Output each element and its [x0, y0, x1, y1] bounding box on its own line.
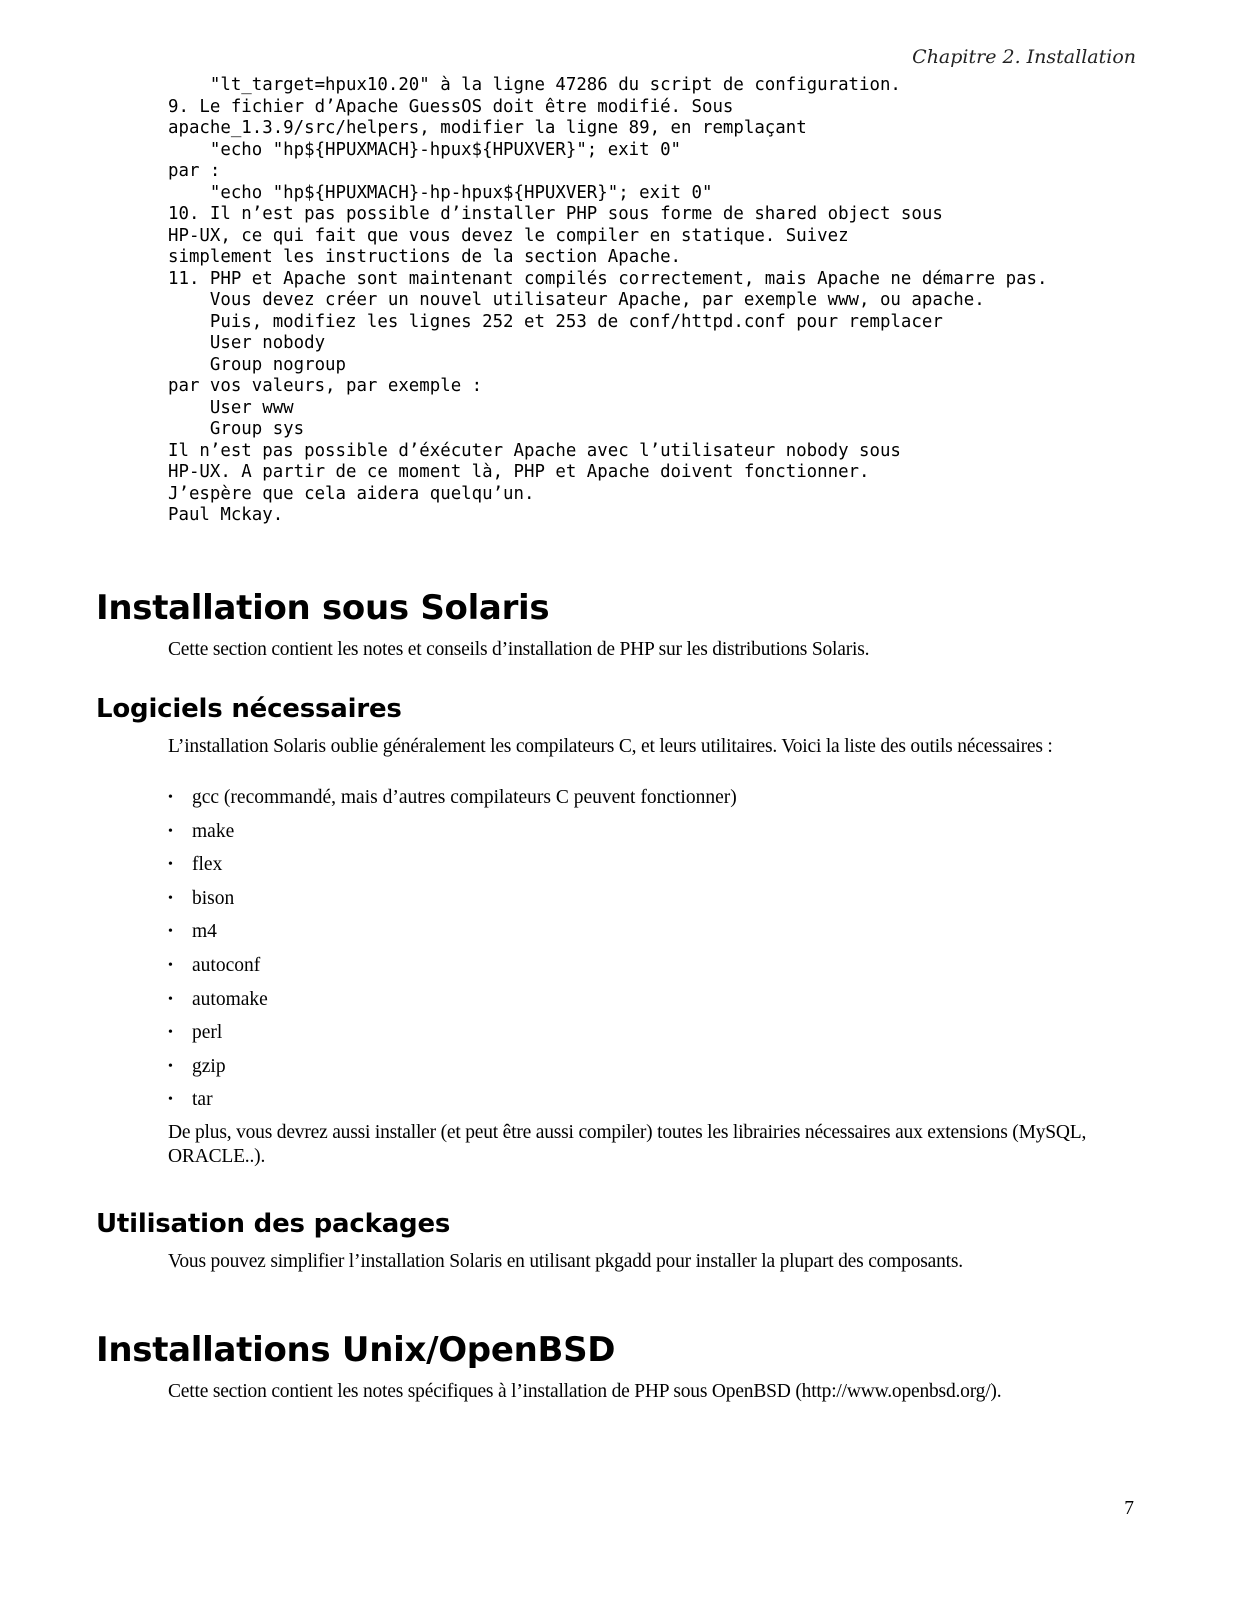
subsection-title-software: Logiciels nécessaires [96, 694, 402, 724]
code-line: HP-UX. A partir de ce moment là, PHP et Apache doivent fonctionner. [168, 462, 870, 482]
list-item-text: gzip [192, 1055, 226, 1077]
code-line: par : [168, 161, 221, 181]
bullet-icon: • [168, 1025, 173, 1041]
list-item-text: automake [192, 988, 268, 1010]
list-item-text: tar [192, 1089, 213, 1111]
list-item-text: perl [192, 1022, 223, 1044]
list-item-text: m4 [192, 921, 217, 943]
code-line: Group sys [168, 419, 305, 439]
code-line: User nobody [168, 333, 326, 353]
code-line: "echo "hp${HPUXMACH}-hp-hpux${HPUXVER}"; exit 0" [168, 182, 713, 203]
section-title-openbsd: Installations Unix/OpenBSD [96, 1330, 616, 1370]
list-item-text: autoconf [192, 954, 261, 976]
bullet-icon: • [168, 790, 173, 805]
code-line: Puis, modifiez les lignes 252 et 253 de conf/httpd.conf pour remplacer [168, 311, 943, 332]
code-line: User www [168, 397, 294, 418]
packages-text: Vous pouvez simplifier l’installation Solaris en utilisant pkgadd pour installer la plupart des composants. [168, 1251, 963, 1272]
list-item [168, 853, 737, 887]
openbsd-intro: Cette section contient les notes spécifiques à l’installation de PHP sous OpenBSD (http://www.openbsd.org/). [168, 1381, 1002, 1402]
code-line: par vos valeurs, par exemple : [168, 376, 483, 396]
list-item [168, 920, 737, 954]
bullet-icon: • [168, 823, 173, 839]
software-outro: De plus, vous devrez aussi installer (et peut être aussi compiler) toutes les librairies nécessaires aux extensions (MySQL, ORACLE..). [168, 1122, 1087, 1167]
required-software-list [168, 786, 737, 1122]
code-line: Il n’est pas possible d’éxécuter Apache avec l’utilisateur nobody sous [168, 440, 901, 461]
code-line: Group nogroup [168, 354, 346, 375]
list-item [168, 1055, 737, 1089]
page-number: 7 [1124, 1498, 1134, 1519]
solaris-intro: Cette section contient les notes et conseils d’installation de PHP sur les distributions Solaris. [168, 639, 870, 660]
bullet-icon: • [168, 857, 173, 873]
list-item-text: flex [192, 854, 223, 876]
list-item [168, 954, 737, 988]
code-line: simplement les instructions de la section Apache. [168, 247, 682, 267]
subsection-title-packages: Utilisation des packages [96, 1209, 451, 1239]
code-line: "lt_target=hpux10.20" à la ligne 47286 du script de configuration. [168, 75, 901, 95]
bullet-icon: • [168, 991, 173, 1007]
list-item [168, 820, 737, 854]
list-item-text: make [192, 820, 235, 842]
list-item [168, 1088, 737, 1122]
list-item [168, 988, 737, 1022]
list-item-text: bison [192, 887, 235, 909]
bullet-icon: • [168, 890, 173, 906]
software-intro: L’installation Solaris oublie généralement les compilateurs C, et leurs utilitaires. Voici la liste des outils nécessaires : [168, 736, 1053, 757]
bullet-icon: • [168, 957, 173, 973]
code-line: Vous devez créer un nouvel utilisateur Apache, par exemple www, ou apache. [168, 290, 985, 310]
code-line: HP-UX, ce qui fait que vous devez le compiler en statique. Suivez [168, 225, 849, 246]
code-line: 11. PHP et Apache sont maintenant compilés correctement, mais Apache ne démarre pas. [168, 268, 1048, 289]
list-item [168, 887, 737, 921]
bullet-icon: • [168, 1058, 173, 1074]
section-title-solaris: Installation sous Solaris [96, 588, 550, 628]
running-header: Chapitre 2. Installation [912, 46, 1136, 68]
code-line: J’espère que cela aidera quelqu’un. [168, 483, 535, 504]
bullet-icon: • [168, 924, 173, 940]
list-item-text: gcc (recommandé, mais d’autres compilateurs C peuvent fonctionner) [192, 787, 737, 808]
bullet-icon: • [168, 1092, 173, 1108]
list-item [168, 786, 737, 820]
code-line: apache_1.3.9/src/helpers, modifier la ligne 89, en remplaçant [168, 118, 807, 138]
list-item [168, 1021, 737, 1055]
code-line: "echo "hp${HPUXMACH}-hpux${HPUXVER}"; exit 0" [168, 139, 682, 160]
code-block [168, 75, 1047, 527]
code-line: Paul Mckay. [168, 505, 284, 525]
code-line: 10. Il n’est pas possible d’installer PHP sous forme de shared object sous [168, 204, 943, 224]
code-line: 9. Le fichier d’Apache GuessOS doit être modifié. Sous [168, 96, 734, 117]
